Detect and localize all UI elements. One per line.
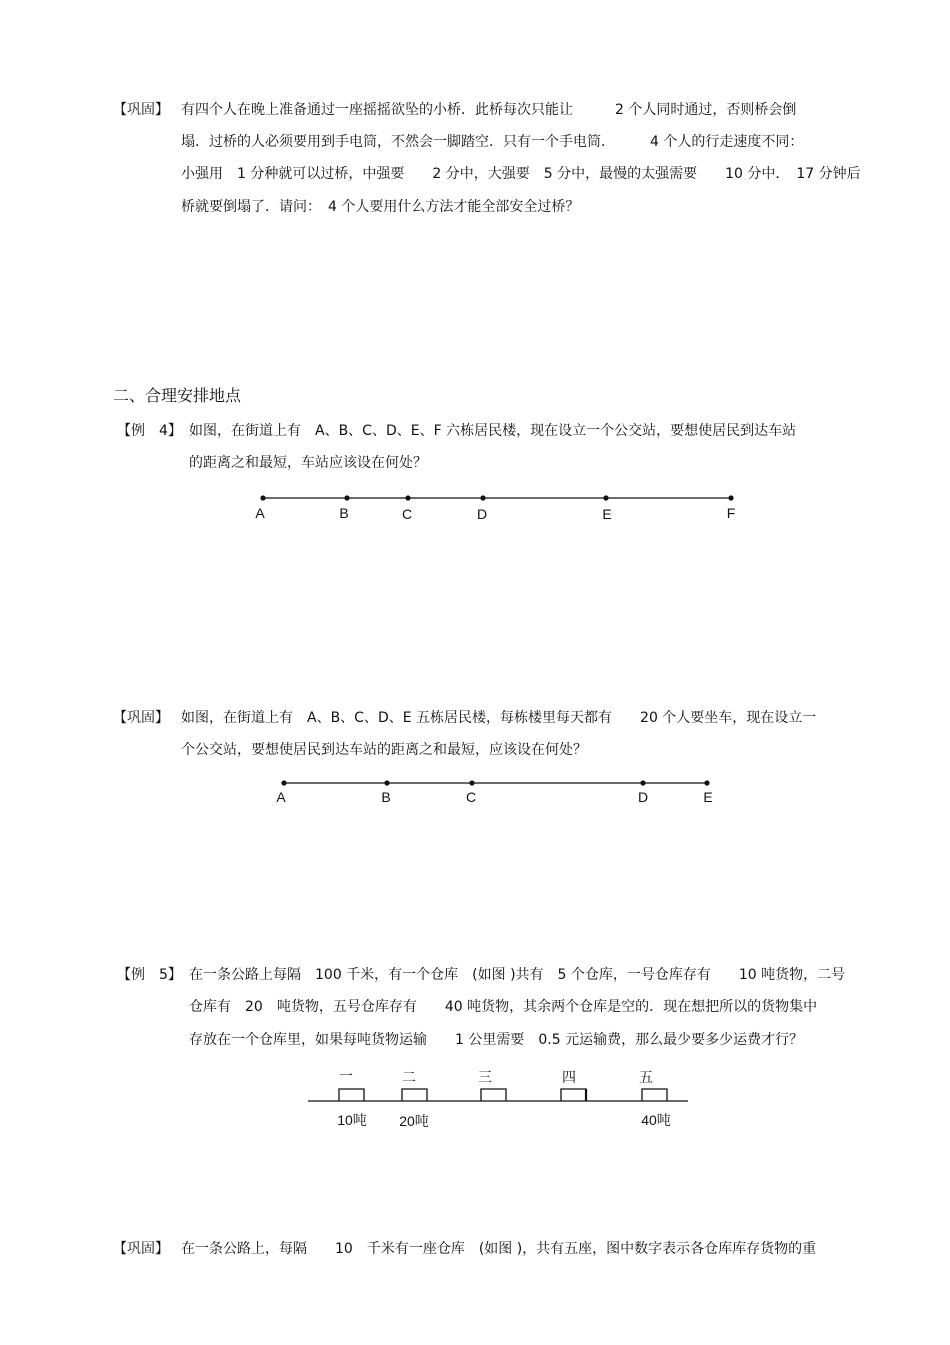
point-label: F [726, 505, 736, 521]
point-label: D [476, 506, 488, 522]
warehouse-label: 四 [562, 1069, 576, 1085]
weight-label: 20吨 [399, 1113, 429, 1129]
consolidate-3-line-1: 在一条公路上，每隔 10 千米有一座仓库 (如图 )，共有五座，图中数字表示各仓库库存货物的重 [181, 1241, 817, 1257]
point-dot [469, 780, 474, 785]
point-label: D [637, 789, 649, 805]
point-dot [260, 495, 265, 500]
point-label: B [339, 505, 349, 521]
warehouse-figure [308, 1068, 688, 1129]
warehouse-1 [339, 1089, 364, 1101]
point-dot [603, 495, 608, 500]
point-dot [480, 495, 485, 500]
section-heading: 二、合理安排地点 [113, 386, 242, 405]
consolidate-tag: 【巩固】 [113, 1241, 169, 1257]
point-label: B [381, 789, 391, 805]
warehouse-3 [481, 1089, 506, 1101]
street-figure-2 [276, 780, 712, 805]
consolidate-text-line-4: 桥就要倒塌了．请问： 4 个人要用什么方法才能全部安全过桥？ [181, 199, 580, 215]
consolidate-text-line-1: 有四个人在晚上准备通过一座摇摇欲坠的小桥．此桥每次只能让 2 个人同时通过，否则桥会倒 [181, 102, 797, 118]
example-4-line-2: 的距离之和最短，车站应该设在何处？ [189, 455, 427, 471]
point-label: C [401, 506, 413, 522]
point-label: A [276, 789, 286, 805]
consolidate-2-line-1: 如图，在街道上有 A、B、C、D、E 五栋居民楼，每栋楼里每天都有 20 个人要坐车，现在设立一 [181, 710, 817, 726]
warehouse-2 [402, 1089, 427, 1101]
example-5-line-1: 在一条公路上每隔 100 千米，有一个仓库 (如图 )共有 5 个仓库，一号仓库存有 10 吨货物，二号 [189, 967, 846, 983]
point-label: E [602, 506, 612, 522]
point-dot [405, 495, 410, 500]
street-figure-1 [255, 495, 735, 522]
point-dot [728, 495, 733, 500]
example-5-line-3: 存放在一个仓库里，如果每吨货物运输 1 公里需要 0.5 元运输费，那么最少要多少运费才行？ [189, 1032, 804, 1048]
point-dot [281, 780, 286, 785]
example-5-line-2: 仓库有 20 吨货物，五号仓库存有 40 吨货物，其余两个仓库是空的．现在想把所以的货物集中 [189, 999, 818, 1015]
point-dot [704, 780, 709, 785]
warehouse-label: 五 [639, 1069, 653, 1085]
point-label: C [465, 789, 477, 805]
point-label: A [255, 505, 265, 521]
consolidate-tag: 【巩固】 [113, 102, 169, 118]
example-5-tag: 【例 5】 [117, 967, 182, 983]
warehouse-4 [561, 1089, 586, 1101]
example-4-line-1: 如图，在街道上有 A、B、C、D、E、F 六栋居民楼，现在设立一个公交站，要想使居民到达车站 [189, 423, 797, 439]
warehouse-label: 三 [478, 1069, 492, 1085]
warehouse-5 [642, 1089, 667, 1101]
consolidate-text-line-3: 小强用 1 分种就可以过桥，中强要 2 分中，大强要 5 分中，最慢的太强需要 10 分中． 17 分钟后 [181, 166, 861, 182]
point-label: E [703, 789, 713, 805]
point-dot [384, 780, 389, 785]
weight-label: 40吨 [641, 1112, 671, 1128]
consolidate-tag: 【巩固】 [113, 710, 169, 726]
consolidate-text-line-2: 塌．过桥的人必须要用到手电筒，不然会一脚踏空．只有一个手电筒． 4 个人的行走速度不同： [181, 134, 804, 150]
warehouse-label: 一 [339, 1068, 353, 1084]
point-dot [344, 495, 349, 500]
example-4-tag: 【例 4】 [117, 423, 182, 439]
consolidate-2-line-2: 个公交站，要想使居民到达车站的距离之和最短，应该设在何处？ [181, 742, 587, 758]
weight-label: 10吨 [337, 1112, 367, 1128]
point-dot [640, 780, 645, 785]
warehouse-label: 二 [402, 1069, 416, 1085]
